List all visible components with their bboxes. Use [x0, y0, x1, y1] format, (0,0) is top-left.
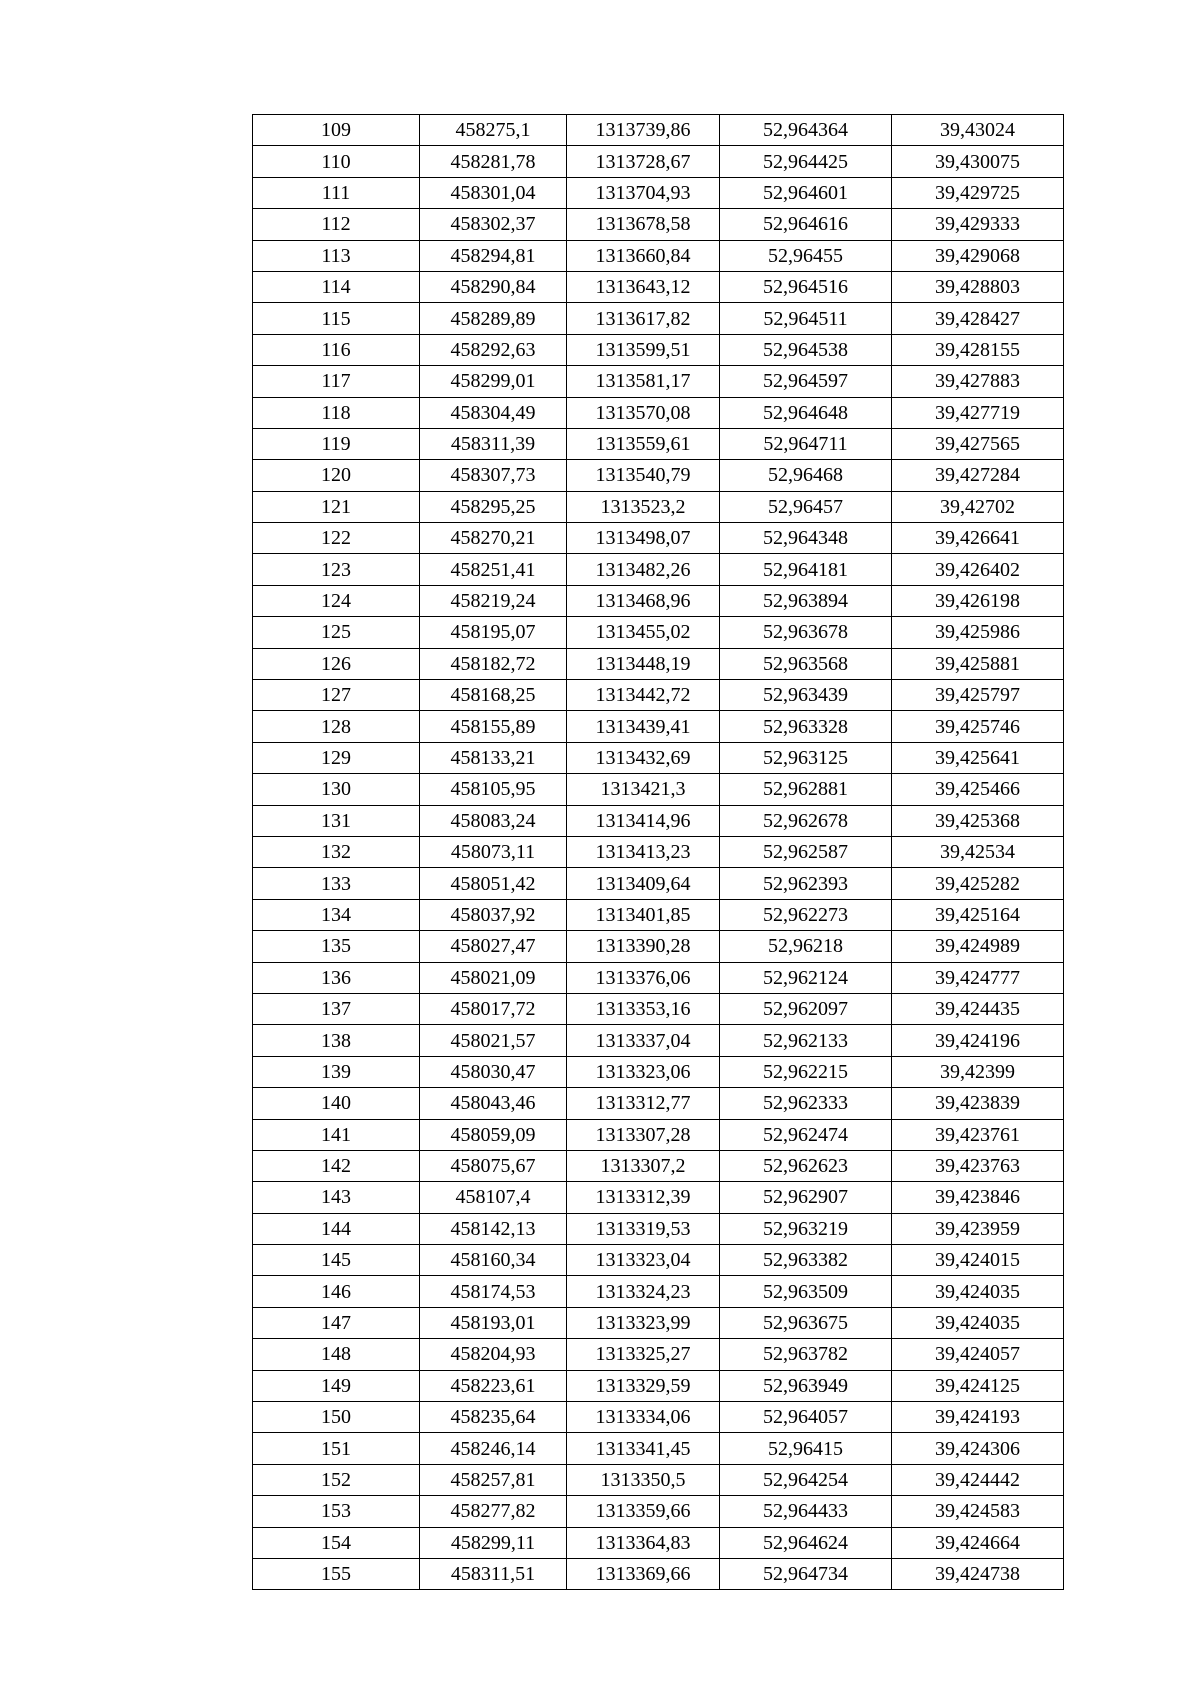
point-number-cell: 151 — [253, 1433, 420, 1464]
y-coordinate-cell: 1313448,19 — [567, 648, 720, 679]
x-coordinate-cell: 458289,89 — [420, 303, 567, 334]
x-coordinate-cell: 458311,51 — [420, 1558, 567, 1589]
latitude-cell: 52,963675 — [720, 1307, 892, 1338]
latitude-cell: 52,96218 — [720, 931, 892, 962]
point-number-cell: 153 — [253, 1496, 420, 1527]
x-coordinate-cell: 458270,21 — [420, 523, 567, 554]
point-number-cell: 112 — [253, 209, 420, 240]
latitude-cell: 52,962215 — [720, 1056, 892, 1087]
point-number-cell: 133 — [253, 868, 420, 899]
latitude-cell: 52,963382 — [720, 1245, 892, 1276]
y-coordinate-cell: 1313570,08 — [567, 397, 720, 428]
x-coordinate-cell: 458281,78 — [420, 146, 567, 177]
longitude-cell: 39,425797 — [892, 680, 1064, 711]
point-number-cell: 121 — [253, 491, 420, 522]
coordinates-table — [252, 114, 1064, 1590]
x-coordinate-cell: 458017,72 — [420, 993, 567, 1024]
latitude-cell: 52,96415 — [720, 1433, 892, 1464]
latitude-cell: 52,964181 — [720, 554, 892, 585]
point-number-cell: 145 — [253, 1245, 420, 1276]
x-coordinate-cell: 458182,72 — [420, 648, 567, 679]
longitude-cell: 39,423761 — [892, 1119, 1064, 1150]
table-row — [253, 1025, 1064, 1056]
table-row — [253, 1182, 1064, 1213]
point-number-cell: 115 — [253, 303, 420, 334]
y-coordinate-cell: 1313704,93 — [567, 177, 720, 208]
table-row — [253, 1088, 1064, 1119]
y-coordinate-cell: 1313455,02 — [567, 617, 720, 648]
longitude-cell: 39,425282 — [892, 868, 1064, 899]
point-number-cell: 120 — [253, 460, 420, 491]
latitude-cell: 52,964511 — [720, 303, 892, 334]
coordinates-table-body — [253, 115, 1064, 1590]
x-coordinate-cell: 458301,04 — [420, 177, 567, 208]
x-coordinate-cell: 458304,49 — [420, 397, 567, 428]
table-row — [253, 1307, 1064, 1338]
x-coordinate-cell: 458246,14 — [420, 1433, 567, 1464]
latitude-cell: 52,962678 — [720, 805, 892, 836]
y-coordinate-cell: 1313323,04 — [567, 1245, 720, 1276]
longitude-cell: 39,426402 — [892, 554, 1064, 585]
longitude-cell: 39,425746 — [892, 711, 1064, 742]
table-row — [253, 460, 1064, 491]
y-coordinate-cell: 1313341,45 — [567, 1433, 720, 1464]
y-coordinate-cell: 1313559,61 — [567, 428, 720, 459]
point-number-cell: 154 — [253, 1527, 420, 1558]
table-row — [253, 334, 1064, 365]
longitude-cell: 39,424057 — [892, 1339, 1064, 1370]
longitude-cell: 39,429068 — [892, 240, 1064, 271]
point-number-cell: 130 — [253, 774, 420, 805]
table-row — [253, 1150, 1064, 1181]
y-coordinate-cell: 1313439,41 — [567, 711, 720, 742]
point-number-cell: 110 — [253, 146, 420, 177]
latitude-cell: 52,963439 — [720, 680, 892, 711]
longitude-cell: 39,428427 — [892, 303, 1064, 334]
point-number-cell: 146 — [253, 1276, 420, 1307]
point-number-cell: 131 — [253, 805, 420, 836]
longitude-cell: 39,430075 — [892, 146, 1064, 177]
y-coordinate-cell: 1313350,5 — [567, 1464, 720, 1495]
x-coordinate-cell: 458051,42 — [420, 868, 567, 899]
y-coordinate-cell: 1313312,39 — [567, 1182, 720, 1213]
x-coordinate-cell: 458027,47 — [420, 931, 567, 962]
point-number-cell: 124 — [253, 585, 420, 616]
longitude-cell: 39,423763 — [892, 1150, 1064, 1181]
table-row — [253, 146, 1064, 177]
longitude-cell: 39,425641 — [892, 742, 1064, 773]
longitude-cell: 39,429725 — [892, 177, 1064, 208]
y-coordinate-cell: 1313390,28 — [567, 931, 720, 962]
point-number-cell: 128 — [253, 711, 420, 742]
latitude-cell: 52,963894 — [720, 585, 892, 616]
longitude-cell: 39,423959 — [892, 1213, 1064, 1244]
x-coordinate-cell: 458223,61 — [420, 1370, 567, 1401]
point-number-cell: 132 — [253, 836, 420, 867]
longitude-cell: 39,424306 — [892, 1433, 1064, 1464]
point-number-cell: 147 — [253, 1307, 420, 1338]
latitude-cell: 52,96468 — [720, 460, 892, 491]
x-coordinate-cell: 458257,81 — [420, 1464, 567, 1495]
table-row — [253, 1496, 1064, 1527]
longitude-cell: 39,42534 — [892, 836, 1064, 867]
y-coordinate-cell: 1313323,99 — [567, 1307, 720, 1338]
y-coordinate-cell: 1313482,26 — [567, 554, 720, 585]
point-number-cell: 119 — [253, 428, 420, 459]
latitude-cell: 52,964425 — [720, 146, 892, 177]
point-number-cell: 141 — [253, 1119, 420, 1150]
point-number-cell: 139 — [253, 1056, 420, 1087]
y-coordinate-cell: 1313581,17 — [567, 366, 720, 397]
table-row — [253, 899, 1064, 930]
x-coordinate-cell: 458073,11 — [420, 836, 567, 867]
longitude-cell: 39,423839 — [892, 1088, 1064, 1119]
latitude-cell: 52,962273 — [720, 899, 892, 930]
x-coordinate-cell: 458168,25 — [420, 680, 567, 711]
y-coordinate-cell: 1313307,28 — [567, 1119, 720, 1150]
x-coordinate-cell: 458251,41 — [420, 554, 567, 585]
longitude-cell: 39,429333 — [892, 209, 1064, 240]
point-number-cell: 116 — [253, 334, 420, 365]
point-number-cell: 140 — [253, 1088, 420, 1119]
table-row — [253, 209, 1064, 240]
latitude-cell: 52,963125 — [720, 742, 892, 773]
x-coordinate-cell: 458021,09 — [420, 962, 567, 993]
table-row — [253, 397, 1064, 428]
latitude-cell: 52,962907 — [720, 1182, 892, 1213]
table-row — [253, 366, 1064, 397]
longitude-cell: 39,426641 — [892, 523, 1064, 554]
longitude-cell: 39,424193 — [892, 1402, 1064, 1433]
longitude-cell: 39,424035 — [892, 1276, 1064, 1307]
latitude-cell: 52,963509 — [720, 1276, 892, 1307]
y-coordinate-cell: 1313364,83 — [567, 1527, 720, 1558]
table-row — [253, 240, 1064, 271]
x-coordinate-cell: 458021,57 — [420, 1025, 567, 1056]
x-coordinate-cell: 458075,67 — [420, 1150, 567, 1181]
longitude-cell: 39,424435 — [892, 993, 1064, 1024]
x-coordinate-cell: 458275,1 — [420, 115, 567, 146]
table-row — [253, 993, 1064, 1024]
y-coordinate-cell: 1313319,53 — [567, 1213, 720, 1244]
x-coordinate-cell: 458292,63 — [420, 334, 567, 365]
table-row — [253, 1276, 1064, 1307]
latitude-cell: 52,963949 — [720, 1370, 892, 1401]
y-coordinate-cell: 1313643,12 — [567, 271, 720, 302]
y-coordinate-cell: 1313432,69 — [567, 742, 720, 773]
latitude-cell: 52,962587 — [720, 836, 892, 867]
y-coordinate-cell: 1313337,04 — [567, 1025, 720, 1056]
point-number-cell: 149 — [253, 1370, 420, 1401]
point-number-cell: 135 — [253, 931, 420, 962]
latitude-cell: 52,964254 — [720, 1464, 892, 1495]
x-coordinate-cell: 458290,84 — [420, 271, 567, 302]
x-coordinate-cell: 458142,13 — [420, 1213, 567, 1244]
point-number-cell: 143 — [253, 1182, 420, 1213]
point-number-cell: 114 — [253, 271, 420, 302]
table-row — [253, 491, 1064, 522]
table-row — [253, 523, 1064, 554]
latitude-cell: 52,964364 — [720, 115, 892, 146]
longitude-cell: 39,425164 — [892, 899, 1064, 930]
latitude-cell: 52,964711 — [720, 428, 892, 459]
longitude-cell: 39,428155 — [892, 334, 1064, 365]
table-row — [253, 1558, 1064, 1589]
y-coordinate-cell: 1313369,66 — [567, 1558, 720, 1589]
longitude-cell: 39,427284 — [892, 460, 1064, 491]
longitude-cell: 39,424035 — [892, 1307, 1064, 1338]
longitude-cell: 39,427719 — [892, 397, 1064, 428]
x-coordinate-cell: 458083,24 — [420, 805, 567, 836]
table-row — [253, 1464, 1064, 1495]
longitude-cell: 39,425466 — [892, 774, 1064, 805]
longitude-cell: 39,43024 — [892, 115, 1064, 146]
table-row — [253, 1213, 1064, 1244]
longitude-cell: 39,424989 — [892, 931, 1064, 962]
y-coordinate-cell: 1313376,06 — [567, 962, 720, 993]
x-coordinate-cell: 458105,95 — [420, 774, 567, 805]
longitude-cell: 39,428803 — [892, 271, 1064, 302]
latitude-cell: 52,962881 — [720, 774, 892, 805]
longitude-cell: 39,426198 — [892, 585, 1064, 616]
point-number-cell: 113 — [253, 240, 420, 271]
table-row — [253, 1245, 1064, 1276]
longitude-cell: 39,424015 — [892, 1245, 1064, 1276]
table-row — [253, 774, 1064, 805]
latitude-cell: 52,964601 — [720, 177, 892, 208]
latitude-cell: 52,964597 — [720, 366, 892, 397]
table-row — [253, 1402, 1064, 1433]
table-row — [253, 742, 1064, 773]
table-row — [253, 1370, 1064, 1401]
point-number-cell: 122 — [253, 523, 420, 554]
latitude-cell: 52,964624 — [720, 1527, 892, 1558]
point-number-cell: 127 — [253, 680, 420, 711]
y-coordinate-cell: 1313442,72 — [567, 680, 720, 711]
longitude-cell: 39,427883 — [892, 366, 1064, 397]
x-coordinate-cell: 458195,07 — [420, 617, 567, 648]
latitude-cell: 52,964538 — [720, 334, 892, 365]
latitude-cell: 52,962333 — [720, 1088, 892, 1119]
table-row — [253, 868, 1064, 899]
longitude-cell: 39,424738 — [892, 1558, 1064, 1589]
table-row — [253, 585, 1064, 616]
x-coordinate-cell: 458133,21 — [420, 742, 567, 773]
table-row — [253, 648, 1064, 679]
y-coordinate-cell: 1313334,06 — [567, 1402, 720, 1433]
y-coordinate-cell: 1313660,84 — [567, 240, 720, 271]
y-coordinate-cell: 1313325,27 — [567, 1339, 720, 1370]
table-row — [253, 711, 1064, 742]
x-coordinate-cell: 458295,25 — [420, 491, 567, 522]
longitude-cell: 39,427565 — [892, 428, 1064, 459]
point-number-cell: 155 — [253, 1558, 420, 1589]
x-coordinate-cell: 458193,01 — [420, 1307, 567, 1338]
y-coordinate-cell: 1313413,23 — [567, 836, 720, 867]
table-row — [253, 1056, 1064, 1087]
x-coordinate-cell: 458299,01 — [420, 366, 567, 397]
latitude-cell: 52,964648 — [720, 397, 892, 428]
y-coordinate-cell: 1313414,96 — [567, 805, 720, 836]
latitude-cell: 52,964433 — [720, 1496, 892, 1527]
longitude-cell: 39,425368 — [892, 805, 1064, 836]
latitude-cell: 52,963568 — [720, 648, 892, 679]
y-coordinate-cell: 1313498,07 — [567, 523, 720, 554]
latitude-cell: 52,964616 — [720, 209, 892, 240]
x-coordinate-cell: 458160,34 — [420, 1245, 567, 1276]
latitude-cell: 52,963219 — [720, 1213, 892, 1244]
latitude-cell: 52,962124 — [720, 962, 892, 993]
y-coordinate-cell: 1313324,23 — [567, 1276, 720, 1307]
longitude-cell: 39,424196 — [892, 1025, 1064, 1056]
latitude-cell: 52,963782 — [720, 1339, 892, 1370]
x-coordinate-cell: 458294,81 — [420, 240, 567, 271]
table-row — [253, 303, 1064, 334]
latitude-cell: 52,964734 — [720, 1558, 892, 1589]
x-coordinate-cell: 458155,89 — [420, 711, 567, 742]
x-coordinate-cell: 458302,37 — [420, 209, 567, 240]
table-row — [253, 115, 1064, 146]
y-coordinate-cell: 1313540,79 — [567, 460, 720, 491]
x-coordinate-cell: 458204,93 — [420, 1339, 567, 1370]
table-row — [253, 962, 1064, 993]
longitude-cell: 39,423846 — [892, 1182, 1064, 1213]
point-number-cell: 129 — [253, 742, 420, 773]
longitude-cell: 39,425881 — [892, 648, 1064, 679]
y-coordinate-cell: 1313739,86 — [567, 115, 720, 146]
table-row — [253, 428, 1064, 459]
point-number-cell: 111 — [253, 177, 420, 208]
point-number-cell: 150 — [253, 1402, 420, 1433]
x-coordinate-cell: 458277,82 — [420, 1496, 567, 1527]
x-coordinate-cell: 458311,39 — [420, 428, 567, 459]
point-number-cell: 109 — [253, 115, 420, 146]
latitude-cell: 52,962097 — [720, 993, 892, 1024]
longitude-cell: 39,424664 — [892, 1527, 1064, 1558]
latitude-cell: 52,964057 — [720, 1402, 892, 1433]
latitude-cell: 52,963328 — [720, 711, 892, 742]
table-row — [253, 836, 1064, 867]
latitude-cell: 52,964348 — [720, 523, 892, 554]
x-coordinate-cell: 458030,47 — [420, 1056, 567, 1087]
point-number-cell: 142 — [253, 1150, 420, 1181]
point-number-cell: 148 — [253, 1339, 420, 1370]
table-row — [253, 1339, 1064, 1370]
point-number-cell: 152 — [253, 1464, 420, 1495]
table-row — [253, 1119, 1064, 1150]
latitude-cell: 52,962623 — [720, 1150, 892, 1181]
y-coordinate-cell: 1313312,77 — [567, 1088, 720, 1119]
y-coordinate-cell: 1313678,58 — [567, 209, 720, 240]
x-coordinate-cell: 458299,11 — [420, 1527, 567, 1558]
point-number-cell: 144 — [253, 1213, 420, 1244]
y-coordinate-cell: 1313409,64 — [567, 868, 720, 899]
x-coordinate-cell: 458219,24 — [420, 585, 567, 616]
y-coordinate-cell: 1313728,67 — [567, 146, 720, 177]
latitude-cell: 52,962474 — [720, 1119, 892, 1150]
point-number-cell: 137 — [253, 993, 420, 1024]
x-coordinate-cell: 458174,53 — [420, 1276, 567, 1307]
point-number-cell: 123 — [253, 554, 420, 585]
y-coordinate-cell: 1313359,66 — [567, 1496, 720, 1527]
point-number-cell: 118 — [253, 397, 420, 428]
x-coordinate-cell: 458107,4 — [420, 1182, 567, 1213]
point-number-cell: 126 — [253, 648, 420, 679]
x-coordinate-cell: 458043,46 — [420, 1088, 567, 1119]
y-coordinate-cell: 1313353,16 — [567, 993, 720, 1024]
table-row — [253, 1527, 1064, 1558]
x-coordinate-cell: 458307,73 — [420, 460, 567, 491]
y-coordinate-cell: 1313523,2 — [567, 491, 720, 522]
point-number-cell: 136 — [253, 962, 420, 993]
table-row — [253, 931, 1064, 962]
x-coordinate-cell: 458037,92 — [420, 899, 567, 930]
x-coordinate-cell: 458059,09 — [420, 1119, 567, 1150]
latitude-cell: 52,964516 — [720, 271, 892, 302]
longitude-cell: 39,42399 — [892, 1056, 1064, 1087]
table-row — [253, 554, 1064, 585]
y-coordinate-cell: 1313323,06 — [567, 1056, 720, 1087]
point-number-cell: 138 — [253, 1025, 420, 1056]
latitude-cell: 52,963678 — [720, 617, 892, 648]
longitude-cell: 39,424777 — [892, 962, 1064, 993]
latitude-cell: 52,962393 — [720, 868, 892, 899]
table-row — [253, 1433, 1064, 1464]
longitude-cell: 39,424125 — [892, 1370, 1064, 1401]
longitude-cell: 39,425986 — [892, 617, 1064, 648]
table-row — [253, 680, 1064, 711]
table-row — [253, 617, 1064, 648]
y-coordinate-cell: 1313468,96 — [567, 585, 720, 616]
table-row — [253, 271, 1064, 302]
point-number-cell: 134 — [253, 899, 420, 930]
y-coordinate-cell: 1313329,59 — [567, 1370, 720, 1401]
longitude-cell: 39,42702 — [892, 491, 1064, 522]
latitude-cell: 52,96457 — [720, 491, 892, 522]
y-coordinate-cell: 1313599,51 — [567, 334, 720, 365]
point-number-cell: 125 — [253, 617, 420, 648]
longitude-cell: 39,424442 — [892, 1464, 1064, 1495]
table-row — [253, 805, 1064, 836]
point-number-cell: 117 — [253, 366, 420, 397]
x-coordinate-cell: 458235,64 — [420, 1402, 567, 1433]
y-coordinate-cell: 1313617,82 — [567, 303, 720, 334]
latitude-cell: 52,96455 — [720, 240, 892, 271]
y-coordinate-cell: 1313401,85 — [567, 899, 720, 930]
y-coordinate-cell: 1313307,2 — [567, 1150, 720, 1181]
table-row — [253, 177, 1064, 208]
latitude-cell: 52,962133 — [720, 1025, 892, 1056]
longitude-cell: 39,424583 — [892, 1496, 1064, 1527]
y-coordinate-cell: 1313421,3 — [567, 774, 720, 805]
